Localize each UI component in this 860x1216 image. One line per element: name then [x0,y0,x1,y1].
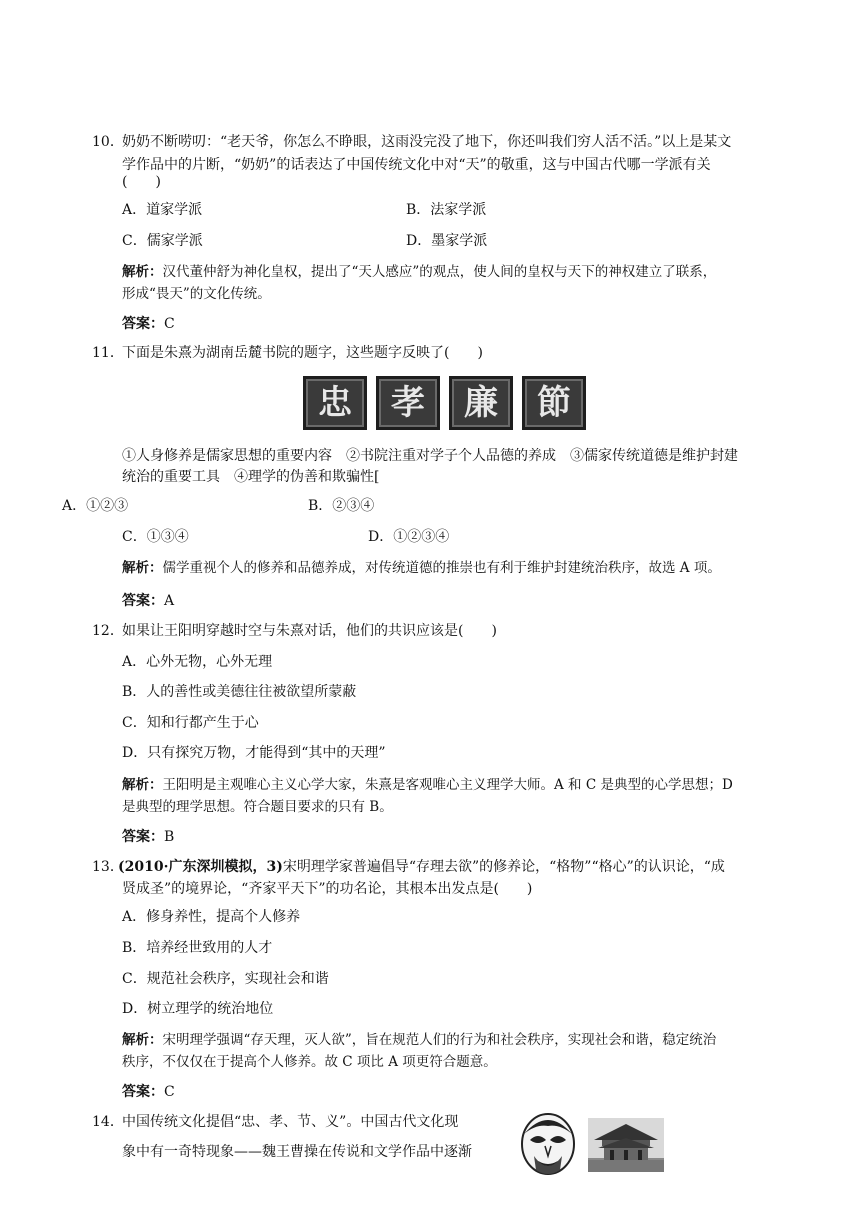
q13-source: (2010·广东深圳模拟，3) [118,859,283,875]
q13-answer-label: 答案： [122,1084,164,1100]
q10-stem-line1: 奶奶不断唠叨：“老天爷，你怎么不睁眼，这雨没完没了地下，你还叫我们穷人活不活。”以上是某文 [122,134,732,150]
calligraphy-plaques-image [303,376,586,430]
q13-option-a: A．修身养性，提高个人修养 [122,909,301,925]
plaque-char-3: 廉 [464,383,498,423]
q11-statements-line1: ①人身修养是儒家思想的重要内容 ②书院注重对学子个人品德的养成 ③儒家传统道德是维护封建 [122,448,738,464]
q12-number: 12． [92,623,124,639]
q10-answer-value: C [164,316,175,332]
q10-answer [122,313,175,335]
q13-answer-value: C [164,1084,175,1100]
q11-answer-label: 答案： [122,593,164,609]
q13-stem-text: 宋明理学家普遍倡导“存理去欲”的修养论，“格物”“格心”的认识论，“成 [282,859,725,875]
q10-answer-label: 答案： [122,316,164,332]
q13-explanation-line1 [122,1030,716,1052]
q12-explanation-line2: 是典型的理学思想。符合题目要求的只有 B。 [122,799,393,815]
q10-stem-line2: 学作品中的片断，“奶奶”的话表达了中国传统文化中对“天”的敬重，这与中国古代哪一学派有关 [122,157,711,173]
q10-option-b: B．法家学派 [406,202,487,218]
plaque-loyalty [303,376,367,430]
q13-option-c: C．规范社会秩序，实现社会和谐 [122,971,329,987]
q10-option-d: D．墨家学派 [406,233,488,249]
plaque-chastity [522,376,586,430]
q12-answer-label: 答案： [122,829,164,845]
q12-option-d: D．只有探究万物，才能得到“其中的天理” [122,745,386,761]
q13-option-d: D．树立理学的统治地位 [122,1001,274,1017]
q14-number: 14． [92,1114,124,1130]
q11-option-d: D．①②③④ [368,529,450,545]
q10-explanation-text: 汉代董仲舒为神化皇权，提出了“天人感应”的观点，使人间的皇权与天下的神权建立了联系， [162,264,717,280]
q12-answer-value: B [164,829,175,845]
q11-explanation-text: 儒学重视个人的修养和品德养成，对传统道德的推崇也有利于维护封建统治秩序，故选 A 项。 [162,560,721,576]
q12-explanation-label: 解析： [122,777,163,793]
q10-explanation-label: 解析： [122,264,163,280]
q13-explanation-text: 宋明理学强调“存天理，灭人欲”，旨在规范人们的行为和社会秩序，实现社会和谐，稳定统治 [162,1032,717,1048]
q11-statements-line2: 统治的重要工具 ④理学的伪善和欺骗性[ [122,469,380,485]
q11-option-a: A．①②③ [62,498,129,514]
q10-stem-line3: ( ) [122,174,161,190]
q11-explanation-label: 解析： [122,560,163,576]
plaque-char-4: 節 [537,383,571,423]
q11-answer-value: A [164,593,175,609]
q11-answer [122,590,174,612]
q12-option-a: A．心外无物，心外无理 [122,654,273,670]
plaque-char-2: 孝 [391,383,425,423]
q12-explanation-text: 王阳明是主观唯心主义心学大家，朱熹是客观唯心主义理学大师。A 和 C 是典型的心学思想；D [162,777,733,793]
q11-number: 11． [92,345,124,361]
q12-explanation-line1 [122,775,733,797]
q13-stem-line1 [118,856,725,878]
q11-option-b: B．②③④ [308,498,375,514]
q13-explanation-label: 解析： [122,1032,163,1048]
q14-stem-line1: 中国传统文化提倡“忠、孝、节、义”。中国古代文化现 [122,1114,459,1130]
q12-answer [122,826,174,848]
ancient-building-image [588,1118,664,1172]
plaque-integrity [449,376,513,430]
q13-explanation-line2: 秩序，不仅仅在于提高个人修养。故 C 项比 A 项更符合题意。 [122,1054,497,1070]
plaque-filial [376,376,440,430]
q13-stem-line2: 贤成圣”的境界论，“齐家平天下”的功名论，其根本出发点是( ) [122,881,533,897]
q12-stem-line1: 如果让王阳明穿越时空与朱熹对话，他们的共识应该是( ) [122,623,497,639]
q12-option-b: B．人的善性或美德往往被欲望所蒙蔽 [122,684,357,700]
q10-explanation-line1 [122,262,716,284]
q11-stem-line1: 下面是朱熹为湖南岳麓书院的题字，这些题字反映了( ) [122,345,483,361]
q10-option-a: A．道家学派 [122,202,203,218]
q13-answer [122,1081,175,1103]
opera-mask-image [520,1112,576,1176]
q10-explanation-line2: 形成“畏天”的文化传统。 [122,286,271,302]
q10-option-c: C．儒家学派 [122,233,203,249]
q12-option-c: C．知和行都产生于心 [122,715,259,731]
q11-explanation-line1 [122,558,721,580]
q10-number: 10． [92,134,124,150]
q14-stem-line2: 象中有一奇特现象——魏王曹操在传说和文学作品中逐渐 [122,1144,472,1160]
q13-number: 13． [92,859,124,875]
q13-option-b: B．培养经世致用的人才 [122,940,273,956]
q11-option-c: C．①③④ [122,529,189,545]
plaque-char-1: 忠 [318,383,352,423]
